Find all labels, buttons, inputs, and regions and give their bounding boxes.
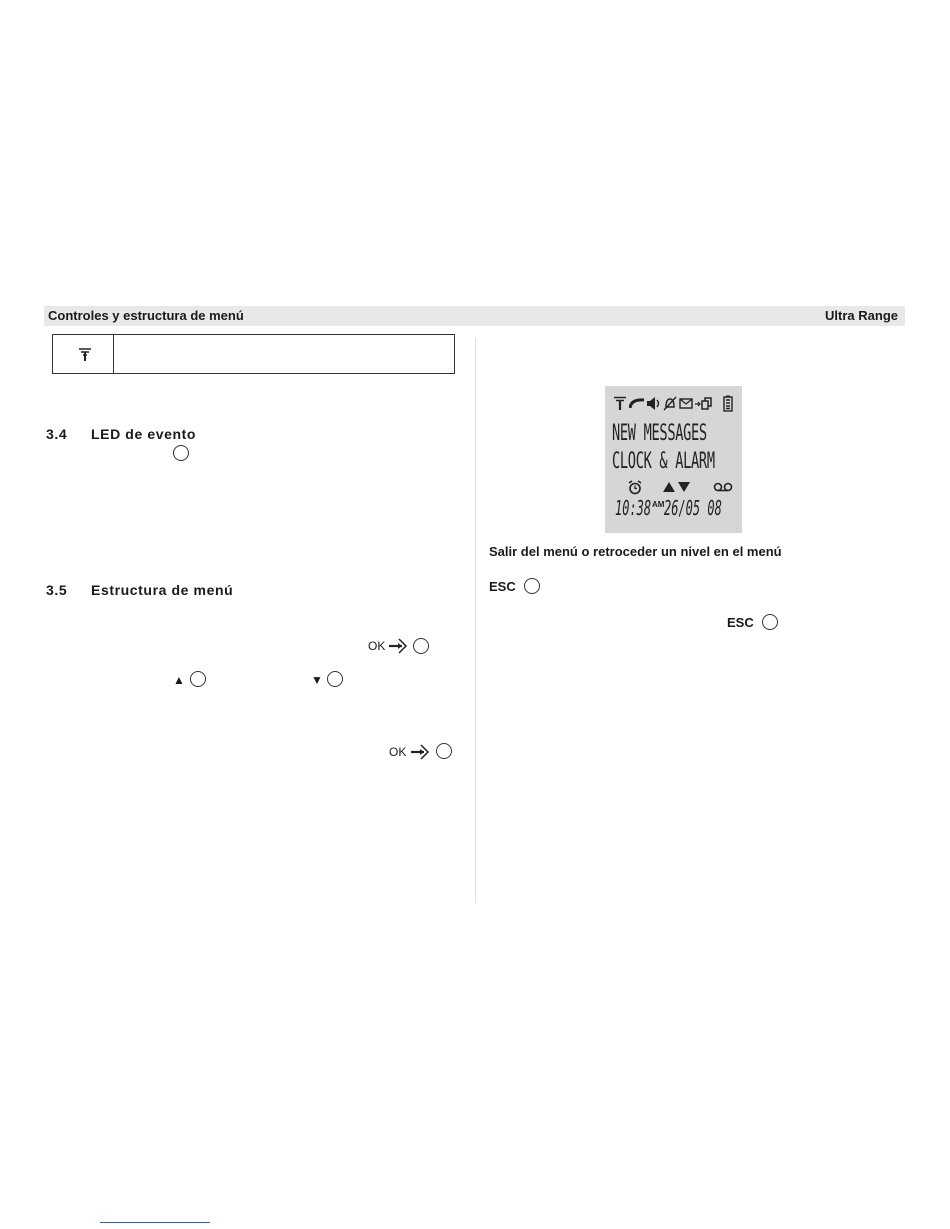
ok-key-button[interactable] <box>413 638 429 654</box>
icon-legend-cell <box>53 335 114 373</box>
header-section-title: Controles y estructura de menú <box>48 308 244 323</box>
section-3-4-title: LED de evento <box>91 426 197 442</box>
esc-key-button[interactable] <box>524 578 540 594</box>
down-key-label: ▼ <box>311 673 323 687</box>
header-product-name: Ultra Range <box>825 308 898 323</box>
display-ampm: AM <box>652 500 665 509</box>
esc-key-label: ESC <box>489 579 516 594</box>
transfer-icon <box>694 396 714 411</box>
footer-link-underline[interactable] <box>100 1222 210 1223</box>
event-led-key[interactable] <box>173 445 189 461</box>
section-3-5-title: Estructura de menú <box>91 582 234 598</box>
up-key-label: ▲ <box>173 673 185 687</box>
ok-key-button-2[interactable] <box>436 743 452 759</box>
enter-arrow-icon <box>388 636 408 656</box>
esc-key-label-2: ESC <box>727 615 754 630</box>
ok-key-label-2: OK <box>389 745 407 759</box>
up-down-arrows-icon <box>662 481 692 493</box>
display-line-1: NEW MESSAGES <box>612 421 707 446</box>
exit-menu-heading: Salir del menú o retroceder un nivel en el menú <box>489 544 782 559</box>
up-key-button[interactable] <box>190 671 206 687</box>
section-3-4-number: 3.4 <box>46 426 68 442</box>
battery-icon <box>723 395 733 412</box>
handset-display <box>605 386 742 533</box>
handset-icon <box>629 397 645 409</box>
envelope-icon <box>679 398 693 409</box>
display-date: 26/05 08 <box>664 496 722 520</box>
speaker-icon <box>646 396 662 411</box>
column-divider <box>475 338 476 903</box>
display-line-2: CLOCK & ALARM <box>612 449 715 474</box>
down-key-button[interactable] <box>327 671 343 687</box>
alarm-clock-icon <box>627 480 643 495</box>
voicemail-icon <box>713 482 733 492</box>
esc-key-button-2[interactable] <box>762 614 778 630</box>
ok-key-label: OK <box>368 639 386 653</box>
antenna-icon <box>613 396 627 411</box>
page-header <box>44 306 905 326</box>
icon-legend-table <box>52 334 455 374</box>
bell-off-icon <box>663 396 677 411</box>
enter-arrow-icon <box>410 742 430 762</box>
display-time: 10:38 <box>615 496 652 520</box>
antenna-icon <box>78 348 92 362</box>
section-3-5-number: 3.5 <box>46 582 68 598</box>
